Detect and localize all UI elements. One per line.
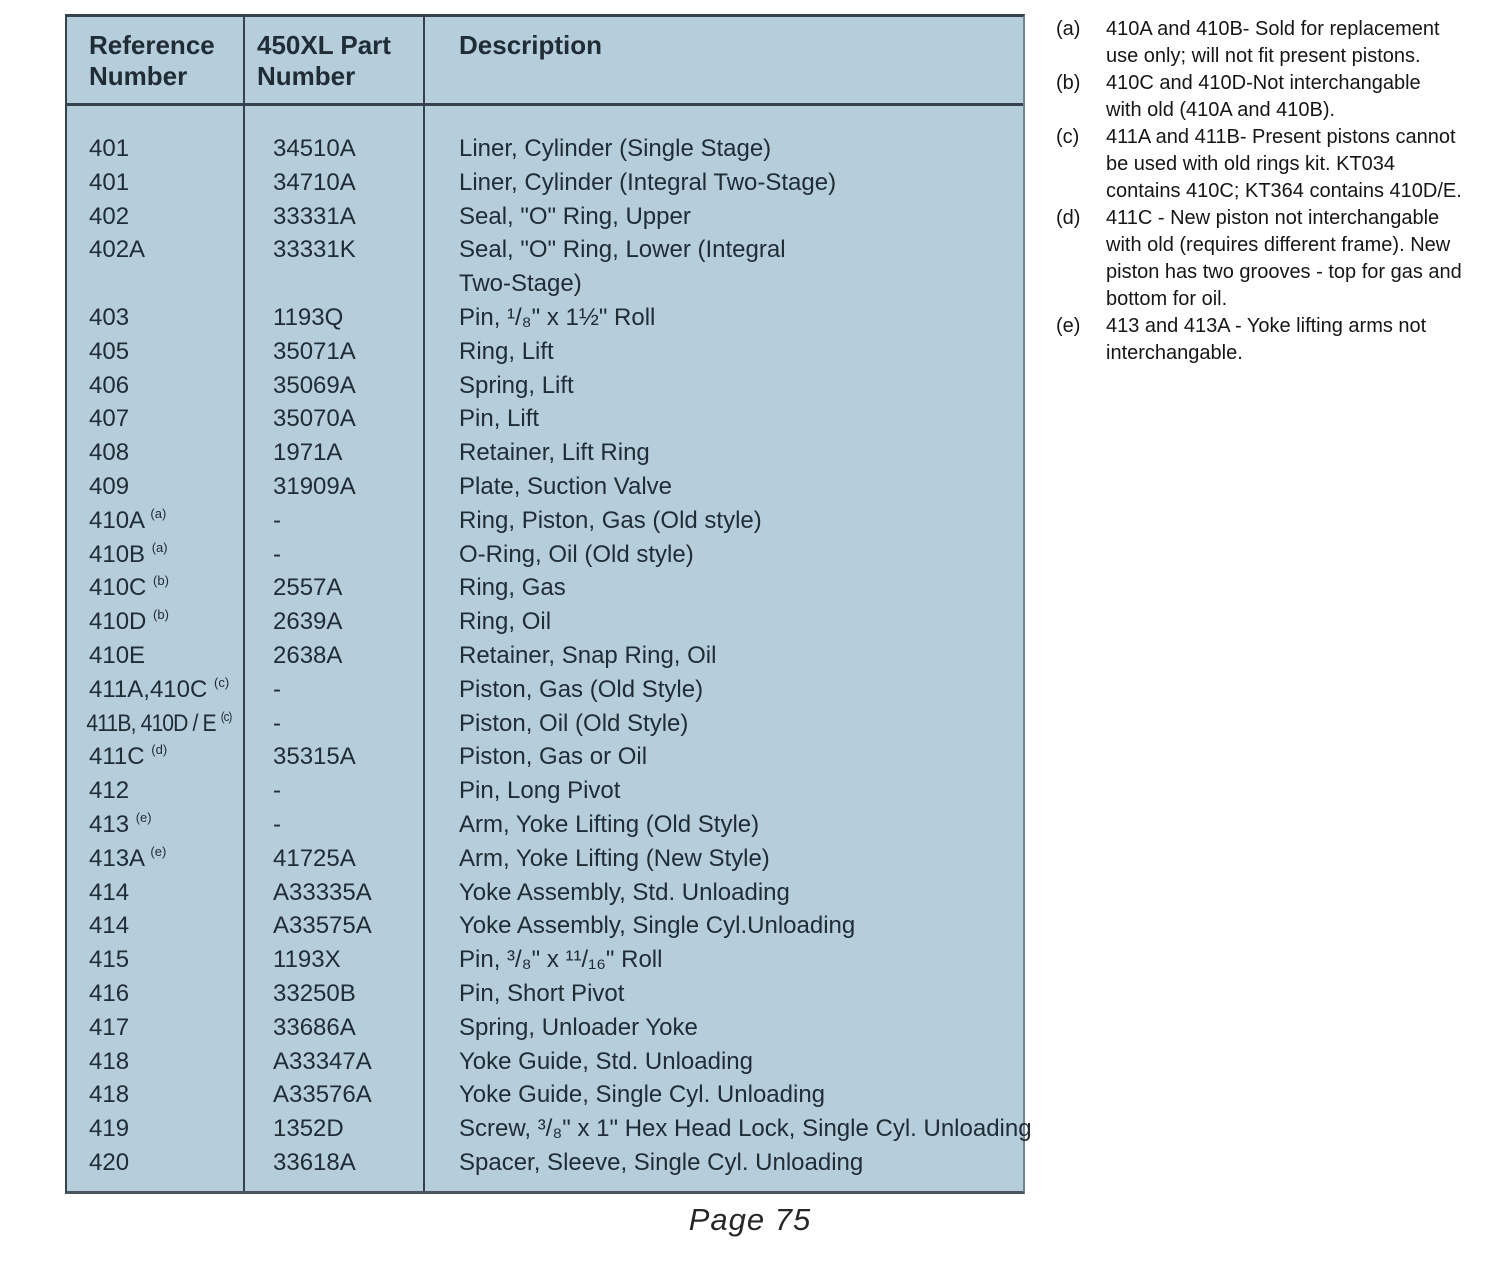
description-cell <box>423 436 1023 470</box>
part-number-cell: 35070A <box>273 405 356 433</box>
table-row <box>67 369 1023 403</box>
description-line: Retainer, Snap Ring, Oil <box>459 641 717 669</box>
part-number-cell: 34710A <box>273 168 356 196</box>
description-cell <box>423 673 1023 707</box>
description-line: Spring, Lift <box>459 371 574 399</box>
table-row <box>67 436 1023 470</box>
footnote-label: (e) <box>1056 315 1081 337</box>
description-cell <box>423 740 1023 774</box>
table-row <box>67 470 1023 504</box>
description-line: Pin, Lift <box>459 405 540 433</box>
reference-number-cell: 418 <box>89 1047 130 1075</box>
part-number-cell: - <box>273 777 281 805</box>
description-line: Plate, Suction Valve <box>459 472 673 500</box>
table-row <box>67 538 1023 572</box>
description-line: Yoke Assembly, Single Cyl.Unloading <box>459 912 856 940</box>
reference-number-cell: 414 <box>89 912 130 940</box>
reference-number-cell: 420 <box>89 1148 130 1176</box>
footnote-line: 413 and 413A - Yoke lifting arms not <box>1106 315 1427 337</box>
footnote-label: (a) <box>1056 18 1081 40</box>
reference-number-cell: 410E <box>89 641 146 669</box>
table-row <box>67 673 1023 707</box>
part-number-cell: A33575A <box>273 912 372 940</box>
description-line: Arm, Yoke Lifting (New Style) <box>459 844 770 872</box>
table-row <box>67 774 1023 808</box>
table-row <box>67 943 1023 977</box>
part-number-cell: - <box>273 506 281 534</box>
part-number-cell: A33335A <box>273 878 372 906</box>
reference-number-cell: 414 <box>89 878 130 906</box>
reference-number-cell: 418 <box>89 1081 130 1109</box>
description-cell <box>423 605 1023 639</box>
table-row <box>67 977 1023 1011</box>
reference-number-cell: 417 <box>89 1013 130 1041</box>
part-number-cell: 35315A <box>273 743 356 771</box>
description-cell <box>423 977 1023 1011</box>
description-line: Screw, ³/₈" x 1" Hex Head Lock, Single Cyl. Unloading <box>459 1115 1032 1143</box>
description-line: Liner, Cylinder (Single Stage) <box>459 135 772 162</box>
description-cell <box>423 233 1023 301</box>
header-description: Description <box>459 30 603 60</box>
table-row <box>67 1078 1023 1112</box>
reference-number-cell: 419 <box>89 1115 130 1143</box>
part-number-cell: - <box>273 810 281 838</box>
description-line: Yoke Guide, Single Cyl. Unloading <box>459 1081 826 1109</box>
column-divider <box>423 17 425 1191</box>
footnote-label: (d) <box>1056 207 1081 229</box>
footnote-line: interchangable. <box>1106 342 1243 364</box>
reference-number-cell: 408 <box>89 439 130 467</box>
footnote-line: with old (410A and 410B). <box>1106 99 1336 121</box>
table-row <box>67 707 1023 741</box>
description-cell <box>423 1011 1023 1045</box>
reference-number-cell: 410A $^{(a)}$ <box>89 505 167 534</box>
description-cell <box>423 166 1023 200</box>
description-line: Two-Stage) <box>459 270 582 298</box>
footnote <box>1056 16 1466 70</box>
table-row <box>67 233 1023 301</box>
description-cell <box>423 571 1023 605</box>
table-row <box>67 335 1023 369</box>
footnote-line: bottom for oil. <box>1106 288 1228 310</box>
part-number-cell: 35071A <box>273 337 356 365</box>
footnote-label: (c) <box>1056 126 1080 148</box>
footnote <box>1056 205 1466 313</box>
description-cell <box>423 943 1023 977</box>
footnote-line: be used with old rings kit. KT034 <box>1106 153 1396 175</box>
description-cell <box>423 301 1023 335</box>
reference-number-cell: 405 <box>89 337 130 365</box>
description-cell <box>423 538 1023 572</box>
description-line: Piston, Gas (Old Style) <box>459 675 704 703</box>
reference-number-cell: 403 <box>89 303 130 331</box>
description-line: Spacer, Sleeve, Single Cyl. Unloading <box>459 1148 864 1176</box>
description-line: Pin, ¹/₈" x 1½" Roll <box>459 303 656 331</box>
description-line: Spring, Unloader Yoke <box>459 1013 698 1041</box>
footnote <box>1056 70 1466 124</box>
parts-table-body <box>67 106 1032 1180</box>
footnote-line: 411C - New piston not interchangable <box>1106 207 1440 229</box>
description-cell <box>423 504 1023 538</box>
reference-number-cell: 413A $^{(e)}$ <box>89 843 167 872</box>
reference-number-cell: 409 <box>89 472 130 500</box>
description-line: Pin, Long Pivot <box>459 777 621 805</box>
reference-number-cell: 407 <box>89 405 130 433</box>
description-cell <box>423 200 1023 234</box>
table-row <box>67 740 1023 774</box>
footnote-line: piston has two grooves - top for gas and <box>1106 261 1462 283</box>
table-header-row <box>67 17 1023 106</box>
part-number-cell: A33347A <box>273 1047 372 1075</box>
page-number: Page 75 <box>688 1202 812 1237</box>
reference-number-cell: 406 <box>89 371 130 399</box>
header-part-number: 450XL Part Number <box>257 30 391 91</box>
table-row <box>67 504 1023 538</box>
ref-note-superscript: (a) <box>151 539 168 555</box>
footnote <box>1056 313 1466 367</box>
table-row <box>67 200 1023 234</box>
description-line: Pin, Short Pivot <box>459 979 625 1007</box>
part-number-cell: A33576A <box>273 1081 372 1109</box>
description-cell <box>423 707 1023 741</box>
footnote-text <box>1106 124 1466 205</box>
description-line: Arm, Yoke Lifting (Old Style) <box>459 810 760 838</box>
header-reference-number: Reference Number <box>89 30 215 91</box>
description-cell <box>423 402 1023 436</box>
footnote-text <box>1106 16 1466 70</box>
part-number-cell: 33250B <box>273 979 356 1007</box>
table-row <box>67 132 1023 166</box>
part-number-cell: 41725A <box>273 844 356 872</box>
part-number-cell: 35069A <box>273 371 356 399</box>
description-cell <box>423 132 1023 166</box>
table-row <box>67 1011 1023 1045</box>
description-cell <box>423 808 1023 842</box>
reference-number-cell: 416 <box>89 979 130 1007</box>
ref-note-superscript: (c) <box>213 674 230 690</box>
part-number-cell: 1193X <box>273 946 341 974</box>
footnote-text <box>1106 313 1466 367</box>
description-cell <box>423 774 1023 808</box>
column-divider <box>243 17 245 1191</box>
reference-number-cell: 412 <box>89 777 130 805</box>
description-cell <box>423 470 1023 504</box>
description-cell <box>423 335 1023 369</box>
reference-number-cell: 401 <box>89 135 130 162</box>
description-cell <box>423 1112 1032 1146</box>
part-number-cell: 33618A <box>273 1148 356 1176</box>
description-line: Liner, Cylinder (Integral Two-Stage) <box>459 168 837 196</box>
ref-note-superscript: (e) <box>135 809 152 825</box>
parts-table <box>65 14 1032 1194</box>
description-line: Yoke Assembly, Std. Unloading <box>459 878 790 906</box>
ref-note-superscript: (e) <box>150 843 167 859</box>
table-row <box>67 1045 1023 1079</box>
reference-number-cell: 411B, 410D / E $^{(c)}$ <box>86 708 232 737</box>
table-row <box>67 402 1023 436</box>
description-line: Ring, Oil <box>459 608 552 636</box>
table-row <box>67 842 1023 876</box>
description-line: Seal, "O" Ring, Upper <box>459 202 691 230</box>
description-line: Seal, "O" Ring, Lower (Integral <box>459 236 786 264</box>
part-number-cell: 2638A <box>273 641 343 669</box>
reference-number-cell: 402A <box>89 236 146 264</box>
description-cell <box>423 909 1023 943</box>
reference-number-cell: 410C $^{(b)}$ <box>89 573 169 602</box>
description-cell <box>423 369 1023 403</box>
ref-note-superscript: (b) <box>153 573 169 589</box>
reference-number-cell: 415 <box>89 946 130 974</box>
description-cell <box>423 1045 1023 1079</box>
part-number-cell: 33331A <box>273 202 356 230</box>
footnotes-panel <box>1056 16 1466 367</box>
part-number-cell: 33331K <box>273 236 356 264</box>
part-number-cell: 34510A <box>273 135 356 162</box>
table-row <box>67 166 1023 200</box>
description-cell <box>423 842 1023 876</box>
footnote-line: contains 410C; KT364 contains 410D/E. <box>1106 180 1462 202</box>
description-cell <box>423 1146 1023 1180</box>
footnote-line: 411A and 411B- Present pistons cannot <box>1106 126 1456 148</box>
footnote-label: (b) <box>1056 72 1081 94</box>
ref-note-superscript: (d) <box>151 742 168 758</box>
table-row <box>67 876 1023 910</box>
description-line: O-Ring, Oil (Old style) <box>459 540 694 568</box>
part-number-cell: 2639A <box>273 608 343 636</box>
description-line: Ring, Gas <box>459 574 566 602</box>
description-line: Retainer, Lift Ring <box>459 439 650 467</box>
reference-number-cell: 401 <box>89 168 130 196</box>
table-row <box>67 571 1023 605</box>
footnote-line: use only; will not fit present pistons. <box>1106 45 1421 67</box>
part-number-cell: 1352D <box>273 1115 344 1143</box>
part-number-cell: 1193Q <box>273 303 344 331</box>
part-number-cell: - <box>273 675 281 703</box>
description-cell <box>423 1078 1023 1112</box>
table-row <box>67 808 1023 842</box>
table-row <box>67 605 1023 639</box>
ref-note-superscript: (b) <box>153 607 169 623</box>
footnote-line: 410C and 410D-Not interchangable <box>1106 72 1421 94</box>
table-row <box>67 1146 1023 1180</box>
table-row <box>67 301 1023 335</box>
table-row <box>67 1112 1032 1146</box>
part-number-cell: 33686A <box>273 1013 356 1041</box>
description-line: Piston, Oil (Old Style) <box>459 709 689 737</box>
reference-number-cell: 413 $^{(e)}$ <box>89 809 152 838</box>
description-line: Ring, Lift <box>459 337 554 365</box>
part-number-cell: 31909A <box>273 472 356 500</box>
part-number-cell: - <box>273 709 281 737</box>
description-cell <box>423 639 1023 673</box>
description-cell <box>423 876 1023 910</box>
part-number-cell: - <box>273 540 281 568</box>
table-row <box>67 639 1023 673</box>
table-row <box>67 909 1023 943</box>
ref-note-superscript: (a) <box>150 505 167 521</box>
footnote-line: 410A and 410B- Sold for replacement <box>1106 18 1440 40</box>
reference-number-cell: 410D $^{(b)}$ <box>89 607 169 636</box>
part-number-cell: 2557A <box>273 574 343 602</box>
description-line: Yoke Guide, Std. Unloading <box>459 1047 753 1075</box>
reference-number-cell: 411C $^{(d)}$ <box>89 742 168 771</box>
footnote-line: with old (requires different frame). New <box>1106 234 1451 256</box>
reference-number-cell: 402 <box>89 202 130 230</box>
part-number-cell: 1971A <box>273 439 343 467</box>
description-line: Piston, Gas or Oil <box>459 743 648 771</box>
description-line: Ring, Piston, Gas (Old style) <box>459 506 762 534</box>
ref-note-superscript: (c) <box>220 708 232 724</box>
reference-number-cell: 411A,410C $^{(c)}$ <box>89 674 230 703</box>
footnote <box>1056 124 1466 205</box>
footnote-text <box>1106 70 1466 124</box>
footnote-text <box>1106 205 1466 313</box>
description-line: Pin, ³/₈" x ¹¹/₁₆" Roll <box>459 946 663 974</box>
reference-number-cell: 410B $^{(a)}$ <box>89 539 168 568</box>
